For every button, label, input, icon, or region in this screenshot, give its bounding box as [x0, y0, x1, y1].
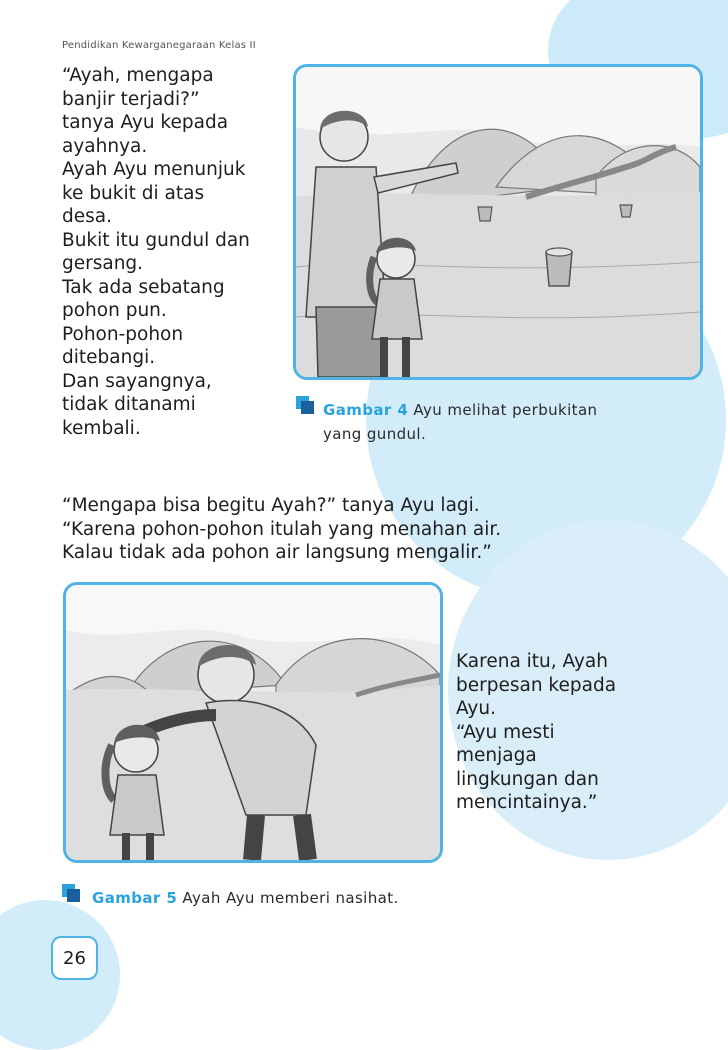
- caption-bullet-icon: [62, 884, 80, 902]
- story-line: Kalau tidak ada pohon air langsung mengalir.”: [62, 542, 492, 563]
- figure-4-caption: [323, 398, 703, 446]
- figure-5-drawing: [66, 585, 440, 860]
- story-line: Ayu.: [456, 698, 496, 719]
- story-line: Karena itu, Ayah: [456, 651, 608, 672]
- story-line: berpesan kepada: [456, 674, 617, 696]
- story-line: “Mengapa bisa begitu Ayah?” tanya Ayu lagi.: [62, 495, 480, 516]
- figure-5-caption-text: Ayah Ayu memberi nasihat.: [182, 889, 399, 907]
- caption-bullet-icon: [296, 396, 314, 414]
- story-text-top: [62, 64, 292, 440]
- story-line: “Ayah, mengapa: [62, 65, 214, 86]
- story-line: Pohon-pohon: [62, 323, 184, 345]
- story-line: ke bukit di atas: [62, 182, 205, 204]
- story-line: ditebangi.: [62, 347, 156, 368]
- figure-4-label: Gambar 4: [323, 401, 409, 419]
- figure-5-illustration: [63, 582, 443, 863]
- story-line: lingkungan dan: [456, 768, 599, 790]
- story-line: Tak ada sebatang: [62, 276, 225, 298]
- figure-5-label: Gambar 5: [92, 889, 178, 907]
- story-line: Bukit itu gundul dan: [62, 229, 250, 251]
- figure-5-caption: [92, 886, 592, 910]
- story-line: pohon pun.: [62, 300, 167, 321]
- story-line: mencintainya.”: [456, 792, 598, 813]
- story-text-bottom: [456, 650, 656, 815]
- story-line: “Karena pohon-pohon itulah yang menahan air.: [62, 518, 502, 540]
- story-line: menjaga: [456, 745, 537, 766]
- story-line: “Ayu mesti: [456, 721, 555, 743]
- figure-4-illustration: [293, 64, 703, 380]
- story-line: desa.: [62, 206, 112, 227]
- figure-4-drawing: [296, 67, 700, 377]
- story-line: tanya Ayu kepada: [62, 112, 229, 133]
- story-text-middle: [62, 494, 662, 565]
- story-line: banjir terjadi?”: [62, 88, 200, 110]
- figure-4-caption-text-2: yang gundul.: [323, 425, 427, 443]
- story-line: kembali.: [62, 417, 141, 439]
- story-line: Ayah Ayu menunjuk: [62, 159, 246, 180]
- figure-4-caption-text: Ayu melihat perbukitan: [413, 401, 598, 419]
- story-line: tidak ditanami: [62, 394, 196, 415]
- story-line: gersang.: [62, 253, 144, 274]
- page-number: 26: [51, 936, 98, 980]
- story-line: ayahnya.: [62, 135, 148, 157]
- story-line: Dan sayangnya,: [62, 370, 212, 392]
- running-head: Pendidikan Kewarganegaraan Kelas II: [62, 40, 256, 51]
